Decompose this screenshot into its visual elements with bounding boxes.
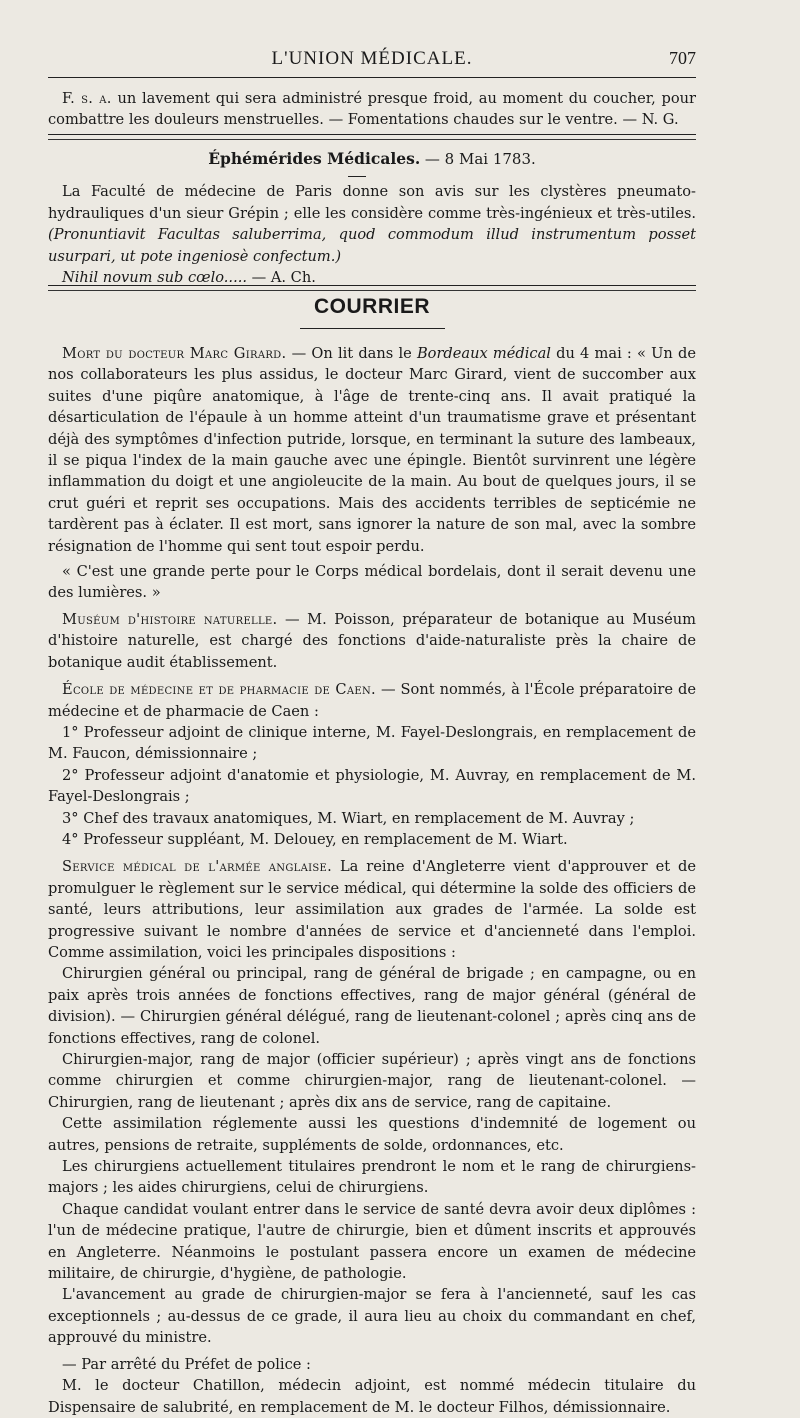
item-caen-lead: École de médecine et de pharmacie de Caen. <box>62 681 376 699</box>
ephemerides-date: — 8 Mai 1783. <box>424 150 536 168</box>
page-header <box>48 46 696 74</box>
courrier-title-underline <box>300 328 445 329</box>
item-police-lead: — Par arrêté du Préfet de police : <box>62 1355 311 1373</box>
army-paragraph: L'avancement au grade de chirurgien-major se fera à l'ancienneté, sauf les cas exceptionnels ; au-dessus de ce grade, il aura lieu au choix du commandant en chef, approuvé du ministre. <box>48 1286 696 1347</box>
army-paragraph: Cette assimilation réglemente aussi les questions d'indemnité de logement ou autres, pensions de retraite, suppléments de solde, ordonnances, etc. <box>48 1115 696 1154</box>
ephemerides-signature: — A. Ch. <box>246 269 316 287</box>
item-girard-quote-end: « C'est une grande perte pour le Corps médical bordelais, dont il serait devenu une des lumières. » <box>48 563 696 602</box>
courrier-heading <box>48 295 696 319</box>
page-number: 707 <box>669 48 696 68</box>
army-paragraph: Les chirurgiens actuellement titulaires prendront le nom et le rang de chirurgiens-majors ; les aides chirurgiens, celui de chirurgiens. <box>48 1158 696 1197</box>
ephemerides-text: La Faculté de médecine de Paris donne son avis sur les clystères pneumato-hydrauliques d'un sieur Grépin ; elle les considère comme très-ingénieux et très-utiles. <box>48 183 696 222</box>
army-paragraph: Chirurgien-major, rang de major (officier supérieur) ; après vingt ans de fonctions comme chirurgien et comme chirurgien-major, rang de lieutenant-colonel. — Chirurgien, rang de lieutenant ; après dix ans de service, rang de capitaine. <box>48 1051 696 1111</box>
intro-paragraph <box>48 88 696 131</box>
ephemerides-title: Éphémérides Médicales. <box>208 149 421 168</box>
item-caen: École de médecine et de pharmacie de Caen. — Sont nommés, à l'École préparatoire de médecine et de pharmacie de Caen : <box>48 681 696 720</box>
ephemerides-section <box>48 148 696 288</box>
caen-list-item: 1° Professeur adjoint de clinique interne, M. Fayel-Deslongrais, en remplacement de M. Faucon, démissionnaire ; <box>48 723 696 763</box>
ephemerides-dash <box>348 176 366 177</box>
intro-text: un lavement qui sera administré presque froid, au moment du coucher, pour combattre les douleurs menstruelles. — Fomentations chaudes sur le ventre. — N. G. <box>48 90 696 129</box>
courrier-body <box>48 343 696 1418</box>
item-museum-lead: Muséum d'histoire naturelle. <box>62 610 278 628</box>
item-museum: Muséum d'histoire naturelle. — M. Poisson, préparateur de botanique au Muséum d'histoire naturelle, est chargé des fonctions d'aide-naturaliste près la chaire de botanique audit établissement. <box>48 610 696 671</box>
ephemerides-latin: (Pronuntiavit Facultas saluberrima, quod commodum illud instrumentum posset usurpari, ut pote ingeniosè confectum.) <box>48 226 696 265</box>
section-rule-top-thin <box>48 139 696 140</box>
caen-list-item: 2° Professeur adjoint d'anatomie et physiologie, M. Auvray, en remplacement de M. Fayel-Deslongrais ; <box>48 766 696 806</box>
item-police-text: M. le docteur Chatillon, médecin adjoint, est nommé médecin titulaire du Dispensaire de salubrité, en remplacement de M. le docteur Filhos, démissionnaire. <box>48 1377 696 1416</box>
caen-list-item: 4° Professeur suppléant, M. Delouey, en remplacement de M. Wiart. <box>62 830 568 848</box>
running-title: L'UNION MÉDICALE. <box>271 48 473 69</box>
item-girard-lead: Mort du docteur Marc Girard. <box>62 345 287 362</box>
ephemerides-motto: Nihil novum sub cœlo..... <box>62 269 247 287</box>
courrier-rule-top-thin <box>48 290 696 291</box>
item-army-lead: Service médical de l'armée anglaise. <box>62 858 333 876</box>
header-rule <box>48 77 696 78</box>
section-rule-top <box>48 134 696 135</box>
item-army: Service médical de l'armée anglaise. La reine d'Angleterre vient d'approuver et de promulguer le règlement sur le service médical, qui détermine la solde des officiers de santé, leurs attributions, leur assimilation aux grades de l'armée. La solde est progressive suivant le nombre d'années de service et d'ancienneté dans l'emploi. Comme assimilation, voici les principales dispositions : <box>48 858 697 961</box>
intro-lead: F. s. a. <box>62 90 112 107</box>
courrier-rule-top <box>48 285 696 286</box>
item-girard: Mort du docteur Marc Girard. — On lit dans le Bordeaux médical du 4 mai : « Un de nos collaborateurs les plus assidus, le docteur Marc Girard, vient de succomber aux suites d'une piqûre anatomique, à l'âge de trente-cinq ans. Il avait pratiqué la désarticulation de l'épaule à un homme atteint d'un traumatisme grave et présentant déjà des symptômes d'infection putride, lorsque, en terminant la suture des lambeaux, il se piqua l'index de la main gauche avec une épingle. Bientôt survinrent une légère inflammation du doigt et une angioleucite de la main. Au bout de quelques jours, il se crut guéri et reprit ses occupations. Mais des accidents terribles de septicémie ne tardèrent pas à éclater. Il est mort, sans ignorer la nature de son mal, avec la sombre résignation de l'homme qui sent tout espoir perdu. <box>48 345 696 555</box>
item-girard-source: Bordeaux médical <box>416 345 551 362</box>
army-paragraph: Chirurgien général ou principal, rang de général de brigade ; en campagne, ou en paix après trois années de fonctions effectives, rang de major général (général de division). — Chirurgien général délégué, rang de lieutenant-colonel ; après cinq ans de fonctions effectives, rang de colonel. <box>48 965 696 1047</box>
courrier-title: COURRIER <box>313 295 430 318</box>
army-paragraph: Chaque candidat voulant entrer dans le service de santé devra avoir deux diplômes : l'un de médecine pratique, l'autre de chirurgie, bien et dûment inscrits et approuvés en Angleterre. Néanmoins le postulant passera encore un examen de médecine militaire, de chirurgie, d'hygiène, de pathologie. <box>48 1200 696 1283</box>
caen-list-item: 3° Chef des travaux anatomiques, M. Wiart, en remplacement de M. Auvray ; <box>62 809 635 827</box>
